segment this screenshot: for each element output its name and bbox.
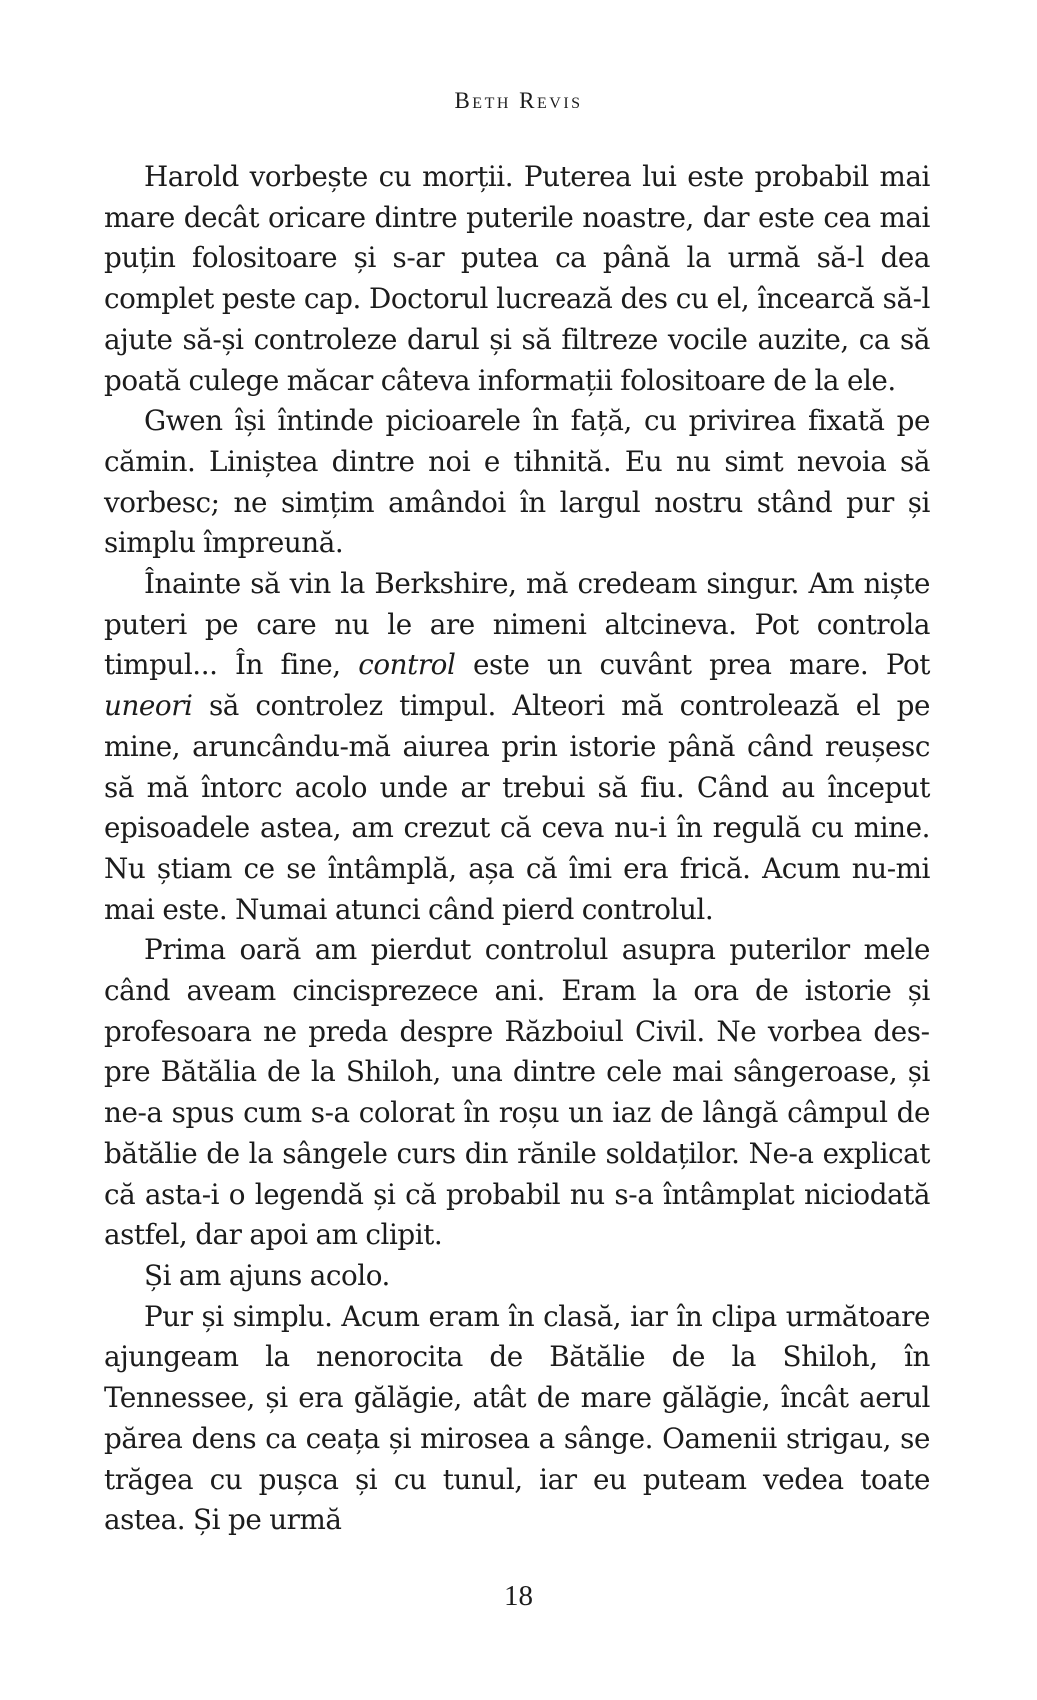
paragraph-2: Gwen își întinde picioarele în față, cu privirea fixată pe cămin. Liniștea dintre noi e tihnită. Eu nu simt nevoia să vorbesc; ne simțim amândoi în largul nostru stând pur și simplu împreună. xyxy=(104,404,930,560)
paragraph-4: Prima oară am pierdut controlul asupra puterilor mele când aveam cincisprezece ani. Eram la ora de istorie și profesoara ne preda despre Războiul Civil. Ne vorbea despre Bătălia de la Shiloh, una dintre cele mai sângeroase, și ne-a spus cum s-a colorat în roșu un iaz de lângă câmpul de bătălie de la sângele curs din rănile soldaților. Ne-a explicat că asta-i o legendă și că probabil nu s-a întâmplat niciodată astfel, dar apoi am clipit. xyxy=(104,933,930,1252)
paragraph-1: Harold vorbește cu morții. Puterea lui este probabil mai mare decât oricare dintre puterile noastre, dar este cea mai puțin folositoare și s-ar putea ca până la urmă să-l dea complet peste cap. Doctorul lucrează des cu el, încearcă să-l ajute să-și controleze darul și să filtreze vocile auzite, ca să poată culege măcar câteva informații folositoare de la ele. xyxy=(104,160,930,397)
paragraph-3 xyxy=(104,564,930,930)
italic-word-control: control xyxy=(358,648,456,682)
paragraph-3-part-1: Înainte să vin la Berkshire, mă credeam singur. Am niște puteri pe care nu le are nimeni altcineva. Pot controla timpul... În fine, xyxy=(104,567,930,682)
paragraph-3-part-2: este un cuvânt prea mare. Pot xyxy=(455,648,930,682)
paragraph-3-part-3: să controlez timpul. Alteori mă controlează el pe mine, aruncându-mă aiurea prin istorie până când reușesc să mă întorc acolo unde ar trebui să fiu. Când au început episoadele astea, am crezut că ceva nu-i în regulă cu mine. Nu știam ce se întâmplă, așa că îmi era frică. Acum nu-mi mai este. Numai atunci când pierd controlul. xyxy=(104,689,930,926)
paragraph-5: Și am ajuns acolo. xyxy=(144,1258,390,1292)
page-number: 18 xyxy=(504,1580,533,1612)
paragraph-6: Pur și simplu. Acum eram în clasă, iar în clipa următoare ajungeam la nenorocita de Bătălie de la Shiloh, în Tennessee, și era gălăgie, atât de mare gălăgie, încât aerul părea dens ca ceața și mirosea a sânge. Oamenii strigau, se trăgea cu pușca și cu tunul, iar eu puteam vedea toate astea. Și pe urmă xyxy=(104,1299,930,1537)
italic-word-uneori: uneori xyxy=(104,689,193,723)
running-head: Beth Revis xyxy=(454,88,583,113)
body-text xyxy=(104,157,930,1541)
